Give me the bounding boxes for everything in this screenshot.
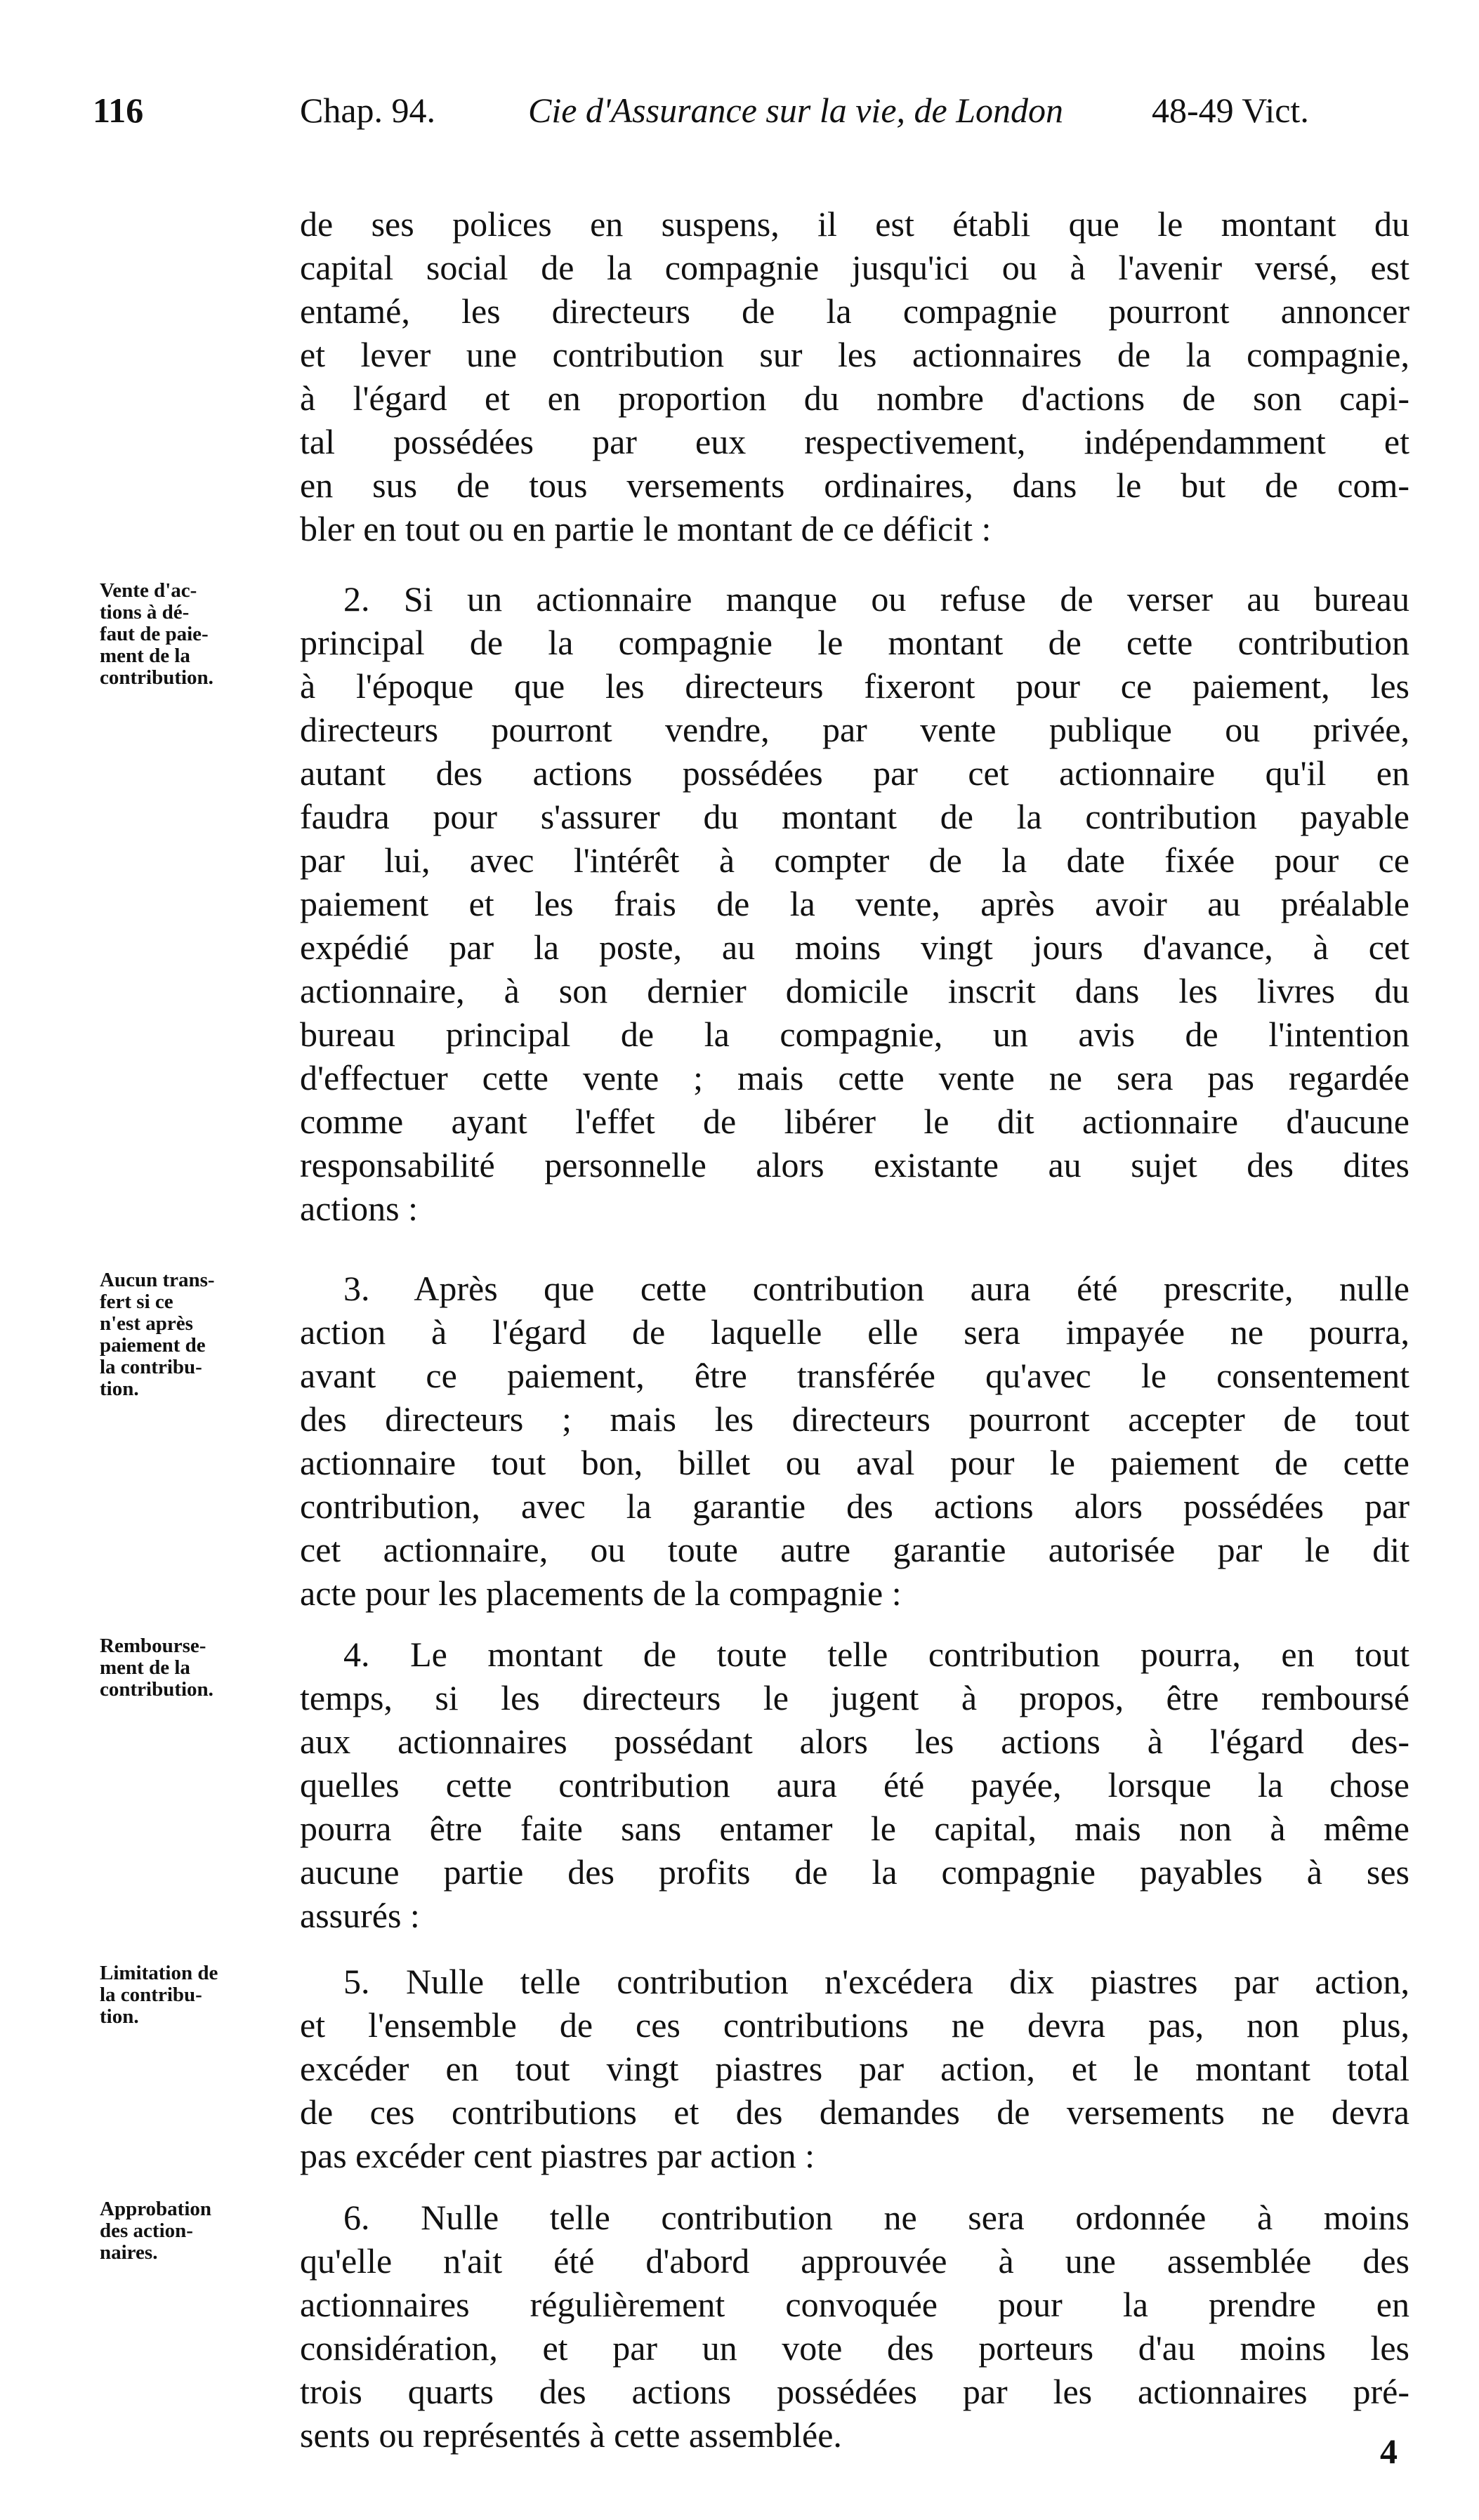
marginal-note-line: Limitation de — [100, 1962, 218, 1984]
marginal-note-line: fert si ce — [100, 1291, 173, 1313]
text-line: à l'époque que les directeurs fixeront pour ce paiement, les — [300, 666, 1409, 706]
text-line: de ces contributions et des demandes de versements ne devra — [300, 2092, 1409, 2132]
marginal-note-line: paiement de — [100, 1334, 206, 1357]
text-line: à l'égard et en proportion du nombre d'actions de son capi- — [300, 378, 1409, 418]
text-line: principal de la compagnie le montant de cette contribution — [300, 623, 1409, 662]
text-line: quelles cette contribution aura été payée, lorsque la chose — [300, 1765, 1409, 1805]
marginal-note-line: Approbation — [100, 2198, 212, 2220]
marginal-note — [100, 1635, 289, 1701]
text-line: avant ce paiement, être transférée qu'avec le consentement — [300, 1356, 1409, 1395]
text-line: des directeurs ; mais les directeurs pourront accepter de tout — [300, 1399, 1409, 1439]
text-line: directeurs pourront vendre, par vente publique ou privée, — [300, 710, 1409, 749]
page-number: 116 — [93, 91, 144, 130]
text-line: trois quarts des actions possédées par les actionnaires pré- — [300, 2372, 1409, 2411]
marginal-note — [100, 2198, 289, 2264]
paragraph-text — [300, 1960, 1409, 2177]
text-line: expédié par la poste, au moins vingt jours d'avance, à cet — [300, 928, 1409, 967]
marginal-note-line: n'est après — [100, 1312, 193, 1335]
text-line: acte pour les placements de la compagnie : — [300, 1574, 902, 1613]
marginal-note-line: contribution. — [100, 666, 213, 689]
paragraph-text — [300, 2196, 1409, 2457]
marginal-note-line: Rembourse- — [100, 1635, 206, 1657]
text-line: entamé, les directeurs de la compagnie pourront annoncer — [300, 291, 1409, 331]
paragraph-text — [300, 577, 1409, 1230]
text-line: pourra être faite sans entamer le capital, mais non à même — [300, 1809, 1409, 1848]
text-line: d'effectuer cette vente ; mais cette vente ne sera pas regardée — [300, 1058, 1409, 1097]
text-line: actionnaire, à son dernier domicile inscrit dans les livres du — [300, 971, 1409, 1010]
marginal-note-line: ment de la — [100, 645, 190, 667]
text-line: qu'elle n'ait été d'abord approuvée à une assemblée des — [300, 2241, 1409, 2281]
paragraph-text — [300, 1632, 1409, 1937]
text-line: 2. Si un actionnaire manque ou refuse de verser au bureau — [343, 579, 1409, 619]
text-line: de ses polices en suspens, il est établi que le montant du — [300, 204, 1409, 244]
text-line: temps, si les directeurs le jugent à propos, être remboursé — [300, 1678, 1409, 1717]
marginal-note-line: contribution. — [100, 1678, 213, 1701]
regnal-year: 48-49 Vict. — [1152, 91, 1309, 130]
text-line: bler en tout ou en partie le montant de ce déficit : — [300, 509, 992, 548]
text-line: paiement et les frais de la vente, après avoir au préalable — [300, 884, 1409, 923]
marginal-note-line: Vente d'ac- — [100, 579, 197, 602]
text-line: actionnaires régulièrement convoquée pour la prendre en — [300, 2285, 1409, 2324]
text-line: et l'ensemble de ces contributions ne devra pas, non plus, — [300, 2005, 1409, 2045]
text-line: actionnaire tout bon, billet ou aval pour le paiement de cette — [300, 1443, 1409, 1482]
text-line: 6. Nulle telle contribution ne sera ordonnée à moins — [343, 2198, 1409, 2237]
text-line: comme ayant l'effet de libérer le dit actionnaire d'aucune — [300, 1102, 1409, 1141]
running-title: Cie d'Assurance sur la vie, de London — [528, 91, 1064, 130]
text-line: capital social de la compagnie jusqu'ici ou à l'avenir versé, est — [300, 248, 1409, 287]
text-line: par lui, avec l'intérêt à compter de la date fixée pour ce — [300, 840, 1409, 880]
text-line: pas excéder cent piastres par action : — [300, 2136, 815, 2175]
marginal-note-line: tions à dé- — [100, 601, 190, 624]
marginal-note-line: la contribu- — [100, 1356, 202, 1378]
text-line: et lever une contribution sur les actionnaires de la compagnie, — [300, 335, 1409, 374]
marginal-note-line: faut de paie- — [100, 623, 209, 645]
text-line: bureau principal de la compagnie, un avis de l'intention — [300, 1015, 1409, 1054]
text-line: en sus de tous versements ordinaires, dans le but de com- — [300, 466, 1409, 505]
text-line: actions : — [300, 1189, 419, 1228]
marginal-note-line: Aucun trans- — [100, 1269, 215, 1291]
marginal-note-line: tion. — [100, 1378, 139, 1400]
text-line: aucune partie des profits de la compagnie payables à ses — [300, 1852, 1409, 1892]
text-line: 5. Nulle telle contribution n'excédera dix piastres par action, — [343, 1962, 1409, 2001]
text-line: autant des actions possédées par cet actionnaire qu'il en — [300, 753, 1409, 793]
text-line: sents ou représentés à cette assemblée. — [300, 2415, 842, 2455]
text-line: responsabilité personnelle alors existante au sujet des dites — [300, 1145, 1409, 1185]
text-line: 4. Le montant de toute telle contribution pourra, en tout — [343, 1635, 1409, 1674]
text-line: tal possédées par eux respectivement, indépendamment et — [300, 422, 1409, 461]
text-line: excéder en tout vingt piastres par action, et le montant total — [300, 2049, 1409, 2088]
marginal-note — [100, 1269, 289, 1400]
text-line: considération, et par un vote des porteurs d'au moins les — [300, 2328, 1409, 2368]
marginal-note — [100, 1962, 289, 2028]
chapter-number: Chap. 94. — [300, 91, 436, 130]
paragraph-text — [300, 1267, 1409, 1615]
paragraph-text — [300, 202, 1409, 550]
marginal-note — [100, 580, 289, 689]
text-line: aux actionnaires possédant alors les actions à l'égard des- — [300, 1722, 1409, 1761]
text-line: action à l'égard de laquelle elle sera impayée ne pourra, — [300, 1312, 1409, 1352]
marginal-note-line: ment de la — [100, 1656, 190, 1679]
marginal-note-line: tion. — [100, 2005, 139, 2028]
text-line: faudra pour s'assurer du montant de la contribution payable — [300, 797, 1409, 836]
marginal-note-line: la contribu- — [100, 1984, 202, 2006]
signature-mark: 4 — [1380, 2432, 1398, 2471]
marginal-note-line: naires. — [100, 2241, 158, 2264]
text-line: assurés : — [300, 1896, 420, 1935]
text-line: 3. Après que cette contribution aura été prescrite, nulle — [343, 1269, 1409, 1308]
text-line: contribution, avec la garantie des actions alors possédées par — [300, 1486, 1409, 1526]
marginal-note-line: des action- — [100, 2219, 193, 2242]
text-line: cet actionnaire, ou toute autre garantie autorisée par le dit — [300, 1530, 1409, 1569]
